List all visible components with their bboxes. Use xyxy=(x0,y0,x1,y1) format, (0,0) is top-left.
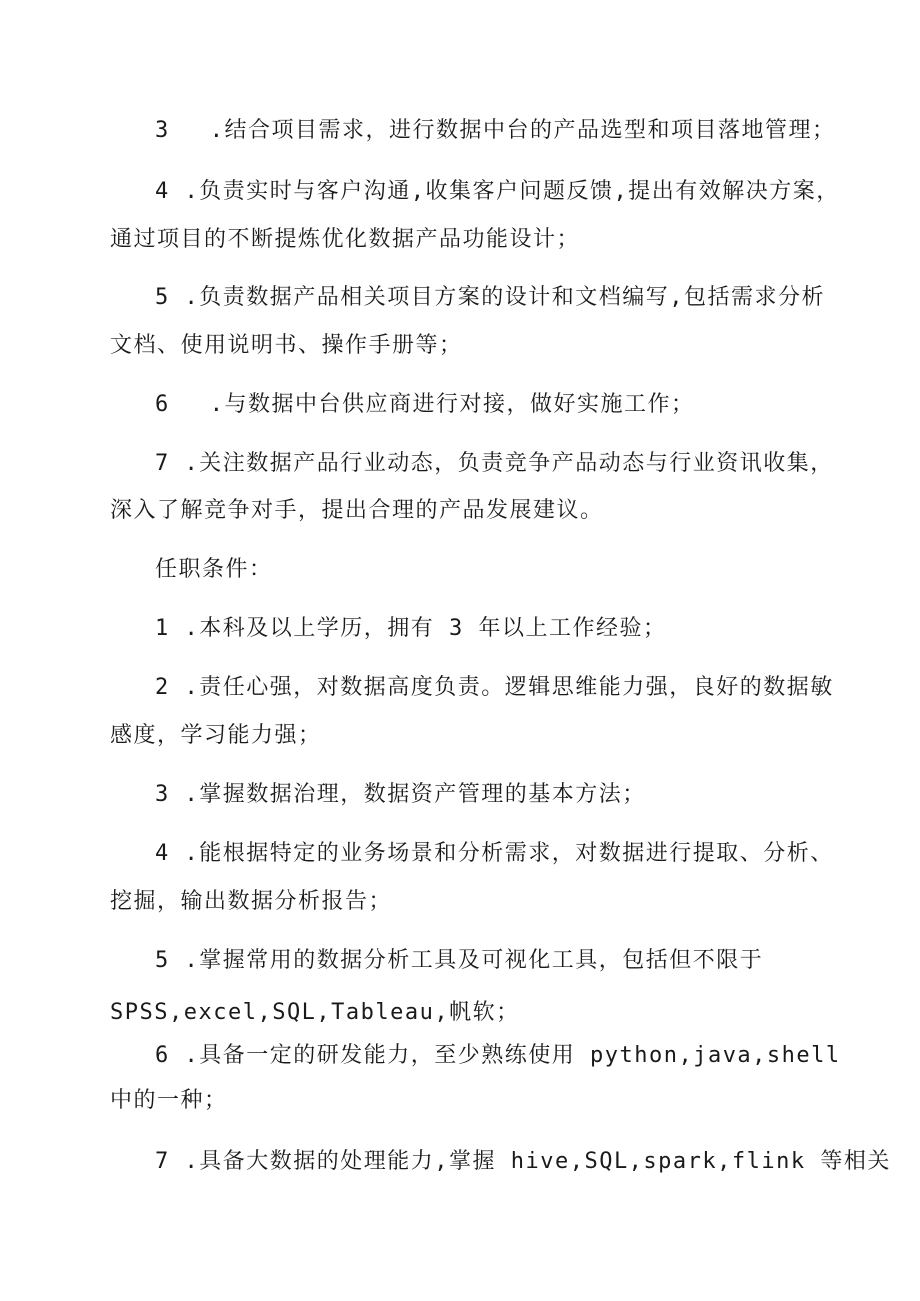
requirement-item-2-continued: 感度，学习能力强； xyxy=(110,723,322,748)
duty-item-6 xyxy=(155,392,695,418)
duty-item-6-text: .与数据中台供应商进行对接，做好实施工作； xyxy=(209,392,695,417)
requirement-item-4-continued: 挖掘，输出数据分析报告； xyxy=(110,889,393,914)
duty-item-7-continued: 深入了解竞争对手，提出合理的产品发展建议。 xyxy=(110,498,604,523)
duty-item-5: 5 .负责数据产品相关项目方案的设计和文档编写,包括需求分析 xyxy=(155,285,825,310)
requirement-item-2: 2 .责任心强，对数据高度负责。逻辑思维能力强，良好的数据敏 xyxy=(155,675,834,700)
requirement-item-6: 6 .具备一定的研发能力，至少熟练使用 python,java,shell xyxy=(155,1043,841,1068)
requirement-item-5-continued: SPSS,excel,SQL,Tableau,帆软； xyxy=(110,1000,520,1025)
requirement-item-5: 5 .掌握常用的数据分析工具及可视化工具，包括但不限于 xyxy=(155,948,764,973)
requirement-item-4: 4 .能根据特定的业务场景和分析需求，对数据进行提取、分析、 xyxy=(155,841,834,866)
duty-item-4: 4 .负责实时与客户沟通,收集客户问题反馈,提出有效解决方案， xyxy=(155,179,840,204)
duty-item-3-number: 3 xyxy=(155,118,170,143)
requirement-item-6-continued: 中的一种； xyxy=(110,1088,228,1113)
duty-item-3-text: .结合项目需求，进行数据中台的产品选型和项目落地管理； xyxy=(209,118,836,143)
duty-item-4-continued: 通过项目的不断提炼优化数据产品功能设计； xyxy=(110,227,581,252)
requirements-heading: 任职条件： xyxy=(155,557,273,582)
duty-item-6-number: 6 xyxy=(155,392,170,417)
duty-item-7: 7 .关注数据产品行业动态，负责竞争产品动态与行业资讯收集， xyxy=(155,451,834,476)
requirement-item-7: 7 .具备大数据的处理能力,掌握 hive,SQL,spark,flink 等相关 xyxy=(155,1149,891,1174)
requirement-item-1: 1 .本科及以上学历，拥有 3 年以上工作经验； xyxy=(155,616,667,641)
requirement-item-3: 3 .掌握数据治理，数据资产管理的基本方法； xyxy=(155,782,646,807)
duty-item-5-continued: 文档、使用说明书、操作手册等； xyxy=(110,333,463,358)
duty-item-3 xyxy=(155,118,836,144)
